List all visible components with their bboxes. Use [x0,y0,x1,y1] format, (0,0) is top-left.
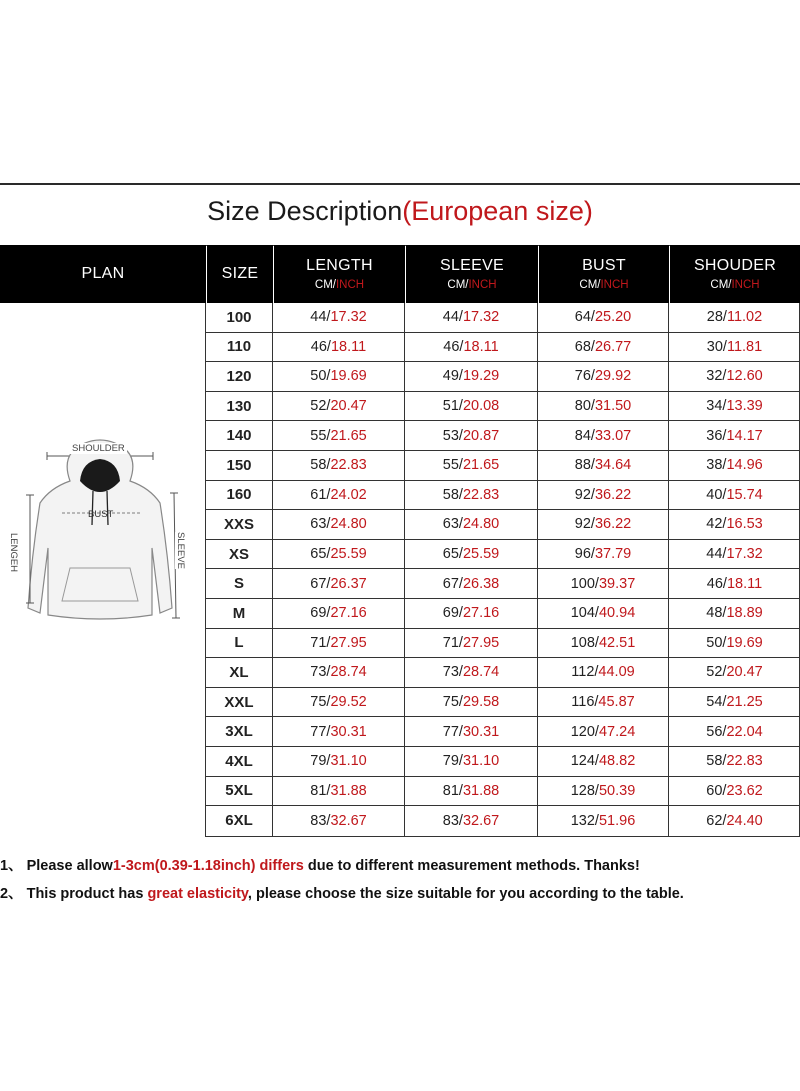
length-inch-value: 24.02 [330,486,367,503]
bust-cell [538,747,669,776]
diagram-sleeve-label: SLEEVE [174,532,186,569]
length-inch-value: 24.80 [330,516,367,533]
length-inch-value: 26.37 [330,575,367,592]
sleeve-cm-value: 53/ [442,427,463,444]
shoulder-inch-value: 22.83 [726,753,763,770]
length-cell [273,658,405,687]
shoulder-cm-value: 42/ [706,516,727,533]
shoulder-cell [669,362,800,391]
length-cm-value: 61/ [310,486,331,503]
diagram-bust-label: BUST [88,509,114,520]
length-cell [273,392,405,421]
length-cm-value: 44/ [310,309,331,326]
bust-inch-value: 44.09 [598,664,635,681]
shoulder-cm-value: 48/ [706,605,727,622]
sleeve-cell [405,333,538,362]
length-cm-value: 81/ [310,782,331,799]
size-cell: 140 [206,421,273,450]
length-inch-value: 18.11 [330,338,367,355]
shoulder-inch-value: 18.11 [726,575,763,592]
sleeve-inch-value: 30.31 [462,723,500,740]
header-bust-unit-cm: CM/ [579,279,601,291]
bust-inch-value: 36.22 [594,486,632,503]
bust-cm-value: 128/ [570,782,599,799]
header-sleeve [406,245,538,303]
table-row [206,747,800,777]
sleeve-cm-value: 46/ [443,338,464,355]
shoulder-cm-value: 36/ [706,427,727,444]
bust-inch-value: 50.39 [598,782,636,799]
note-1-prefix: 1、 Please allow [0,858,113,874]
length-cm-value: 73/ [310,664,331,681]
bust-cm-value: 92/ [574,486,595,503]
shoulder-inch-value: 24.40 [726,812,763,829]
header-plan-label: PLAN [81,265,125,282]
sleeve-inch-value: 27.95 [462,634,500,651]
length-inch-value: 32.67 [330,812,367,829]
size-cell: 6XL [206,806,273,836]
length-cell [273,510,405,539]
shoulder-cell [669,510,800,539]
size-cell: 130 [206,392,273,421]
bust-cm-value: 64/ [574,309,595,326]
shoulder-cm-value: 30/ [706,338,727,355]
table-row [206,777,800,807]
length-cm-value: 52/ [310,398,331,415]
length-inch-value: 21.65 [330,427,367,444]
bust-cm-value: 132/ [570,812,599,829]
size-cell: 120 [206,362,273,391]
sleeve-cell [405,688,538,717]
bust-cm-value: 68/ [574,338,595,355]
bust-cell [538,806,669,836]
length-inch-value: 17.32 [330,309,367,326]
table-row [206,421,800,451]
diagram-length-label: LENGEH [8,532,20,573]
table-row [206,333,800,363]
size-cell: L [206,629,273,658]
hoodie-diagram [0,303,206,837]
header-shoulder-unit-cm: CM/ [710,279,732,291]
bust-cell [538,540,669,569]
sleeve-cm-value: 58/ [442,486,463,503]
table-row [206,451,800,481]
sleeve-inch-value: 29.58 [462,694,500,711]
size-cell: S [206,569,273,598]
size-cell: 4XL [206,747,273,776]
shoulder-cell [669,569,800,598]
sleeve-inch-value: 19.29 [462,368,500,385]
shoulder-cell [669,451,800,480]
sleeve-inch-value: 24.80 [462,516,500,533]
shoulder-inch-value: 19.69 [726,634,763,651]
sleeve-cell [405,599,538,628]
sleeve-inch-value: 21.65 [462,457,500,474]
sleeve-inch-value: 25.59 [462,546,500,563]
bust-inch-value: 37.79 [594,546,632,563]
shoulder-cm-value: 32/ [706,368,727,385]
size-cell: XXS [206,510,273,539]
header-bust-label: BUST [582,257,626,274]
table-row [206,481,800,511]
size-cell: M [206,599,273,628]
shoulder-cm-value: 60/ [706,782,727,799]
bust-cell [538,777,669,806]
sleeve-inch-value: 22.83 [462,486,500,503]
size-cell: 150 [206,451,273,480]
bust-cm-value: 80/ [574,398,595,415]
note-1-highlight: 1-3cm(0.39-1.18inch) differs [112,858,304,874]
header-shoulder [670,245,800,303]
header-bust [539,245,669,303]
note-2-highlight: great elasticity [147,886,248,902]
length-cm-value: 58/ [310,457,331,474]
length-cell [273,569,405,598]
notes [0,852,800,908]
sleeve-inch-value: 28.74 [462,664,500,681]
bust-cm-value: 88/ [574,457,595,474]
bust-cell [538,510,669,539]
length-cm-value: 71/ [310,634,331,651]
shoulder-inch-value: 21.25 [726,694,763,711]
shoulder-inch-value: 16.53 [726,516,763,533]
shoulder-cell [669,540,800,569]
bust-cell [538,569,669,598]
length-inch-value: 27.16 [330,605,367,622]
shoulder-inch-value: 23.62 [726,782,763,799]
table-row [206,303,800,333]
length-cell [273,451,405,480]
top-divider [0,183,800,185]
sleeve-cm-value: 49/ [442,368,463,385]
shoulder-cell [669,629,800,658]
table-row [206,540,800,570]
bust-inch-value: 31.50 [594,398,632,415]
size-cell: XL [206,658,273,687]
length-cm-value: 46/ [310,338,331,355]
header-shoulder-unit-inch: INCH [731,279,760,291]
length-cm-value: 50/ [310,368,331,385]
length-cell [273,362,405,391]
table-row [206,629,800,659]
shoulder-inch-value: 22.04 [726,723,763,740]
shoulder-cm-value: 46/ [706,575,727,592]
bust-inch-value: 40.94 [598,605,636,622]
length-cell [273,421,405,450]
shoulder-cm-value: 62/ [706,812,727,829]
sleeve-inch-value: 17.32 [462,309,500,326]
length-cm-value: 77/ [310,723,331,740]
sleeve-cell [405,777,538,806]
bust-cell [538,658,669,687]
size-cell: 110 [206,333,273,362]
bust-cell [538,481,669,510]
sleeve-cm-value: 81/ [442,782,463,799]
shoulder-inch-value: 17.32 [726,546,763,563]
table-row [206,362,800,392]
note-2-suffix: , please choose the size suitable for you according to the table. [247,886,684,902]
bust-inch-value: 25.20 [594,309,632,326]
bust-inch-value: 42.51 [598,634,636,651]
length-cell [273,333,405,362]
bust-cm-value: 104/ [570,605,599,622]
sleeve-cm-value: 65/ [442,546,463,563]
length-cell [273,599,405,628]
length-cm-value: 79/ [310,753,331,770]
length-cell [273,629,405,658]
length-cell [273,303,405,332]
bust-cell [538,362,669,391]
shoulder-inch-value: 11.02 [726,309,763,326]
bust-cell [538,599,669,628]
sleeve-cell [405,658,538,687]
shoulder-cell [669,777,800,806]
note-1 [0,852,800,880]
shoulder-cell [669,688,800,717]
diagram-shoulder-label: SHOULDER [72,443,125,454]
sleeve-cm-value: 77/ [442,723,463,740]
table-row [206,392,800,422]
sleeve-cell [405,747,538,776]
bust-cell [538,421,669,450]
size-grid [206,303,800,836]
sleeve-inch-value: 27.16 [462,605,500,622]
length-cell [273,806,405,836]
shoulder-cm-value: 50/ [706,634,727,651]
length-cm-value: 63/ [310,516,331,533]
header-length-unit-inch: INCH [335,279,365,291]
shoulder-cm-value: 40/ [706,486,727,503]
length-cell [273,481,405,510]
sleeve-inch-value: 26.38 [462,575,500,592]
note-1-suffix: due to different measurement methods. Thanks! [303,858,640,874]
table-row [206,717,800,747]
shoulder-inch-value: 14.96 [726,457,763,474]
length-inch-value: 31.88 [330,782,367,799]
size-cell: 160 [206,481,273,510]
bust-cm-value: 84/ [574,427,595,444]
shoulder-cm-value: 28/ [706,309,727,326]
header-plan [0,245,206,303]
length-cm-value: 75/ [310,694,331,711]
table-row [206,688,800,718]
shoulder-cell [669,599,800,628]
sleeve-inch-value: 31.10 [462,753,500,770]
length-inch-value: 25.59 [330,546,367,563]
bust-cm-value: 124/ [570,753,599,770]
bust-inch-value: 47.24 [598,723,636,740]
bust-inch-value: 51.96 [598,812,636,829]
sleeve-cm-value: 75/ [442,694,463,711]
sleeve-cell [405,540,538,569]
plan-column [0,303,206,837]
sleeve-cm-value: 73/ [442,664,463,681]
note-2 [0,880,800,908]
sleeve-cell [405,481,538,510]
table-row [206,510,800,540]
length-cm-value: 65/ [310,546,331,563]
sleeve-cell [405,510,538,539]
sleeve-inch-value: 32.67 [462,812,500,829]
sleeve-cell [405,303,538,332]
sleeve-cm-value: 55/ [442,457,463,474]
shoulder-cell [669,333,800,362]
sleeve-cm-value: 71/ [442,634,463,651]
length-inch-value: 29.52 [330,694,367,711]
bust-cell [538,392,669,421]
sleeve-cell [405,362,538,391]
length-inch-value: 19.69 [330,368,367,385]
bust-cm-value: 96/ [574,546,595,563]
length-cm-value: 55/ [310,427,331,444]
bust-inch-value: 48.82 [598,753,636,770]
bust-cell [538,451,669,480]
sleeve-cm-value: 69/ [442,605,463,622]
header-size-label: SIZE [221,265,259,282]
shoulder-cm-value: 38/ [706,457,727,474]
bust-inch-value: 33.07 [594,427,632,444]
bust-cm-value: 100/ [570,575,599,592]
shoulder-cm-value: 52/ [706,664,727,681]
shoulder-cell [669,481,800,510]
size-cell: XS [206,540,273,569]
bust-inch-value: 34.64 [594,457,632,474]
note-2-prefix: 2、 This product has [0,886,148,902]
header-bust-unit-inch: INCH [600,279,629,291]
sleeve-cell [405,629,538,658]
length-inch-value: 20.47 [330,398,367,415]
sleeve-cell [405,717,538,746]
sleeve-cm-value: 79/ [442,753,463,770]
bust-inch-value: 26.77 [594,338,632,355]
sleeve-cell [405,569,538,598]
shoulder-inch-value: 13.39 [726,398,763,415]
length-cell [273,688,405,717]
shoulder-inch-value: 18.89 [726,605,763,622]
length-inch-value: 28.74 [330,664,367,681]
shoulder-cell [669,392,800,421]
shoulder-cm-value: 54/ [706,694,727,711]
table-row [206,569,800,599]
bust-inch-value: 36.22 [594,516,632,533]
shoulder-cm-value: 44/ [706,546,727,563]
bust-inch-value: 39.37 [598,575,636,592]
bust-cell [538,333,669,362]
header-length-unit-cm: CM/ [314,279,336,291]
length-cell [273,540,405,569]
title-main: Size Description [207,196,403,226]
table-row [206,599,800,629]
bust-cm-value: 76/ [574,368,595,385]
sleeve-inch-value: 18.11 [463,338,499,355]
header-sleeve-label: SLEEVE [439,257,505,274]
sleeve-cm-value: 63/ [442,516,463,533]
shoulder-cell [669,658,800,687]
size-cell: 3XL [206,717,273,746]
sleeve-inch-value: 20.87 [462,427,500,444]
header-sleeve-unit-inch: INCH [468,279,497,291]
header-shoulder-label: SHOUDER [693,257,777,274]
sleeve-cm-value: 51/ [442,398,463,415]
bust-cm-value: 108/ [570,634,599,651]
shoulder-inch-value: 20.47 [726,664,763,681]
bust-cm-value: 112/ [571,664,599,681]
sleeve-cm-value: 67/ [442,575,463,592]
length-inch-value: 22.83 [330,457,367,474]
sleeve-cell [405,392,538,421]
size-cell: 5XL [206,777,273,806]
header-length [274,245,405,303]
shoulder-cell [669,717,800,746]
length-cell [273,717,405,746]
shoulder-cell [669,747,800,776]
length-cell [273,777,405,806]
length-cm-value: 67/ [310,575,331,592]
length-cell [273,747,405,776]
size-cell: 100 [206,303,273,332]
shoulder-cell [669,421,800,450]
shoulder-inch-value: 11.81 [726,338,763,355]
shoulder-inch-value: 15.74 [726,486,763,503]
bust-inch-value: 45.87 [598,694,635,711]
bust-cell [538,688,669,717]
header-sleeve-unit-cm: CM/ [447,279,469,291]
sleeve-inch-value: 20.08 [462,398,500,415]
shoulder-cm-value: 56/ [706,723,727,740]
shoulder-cell [669,303,800,332]
length-inch-value: 30.31 [330,723,367,740]
sleeve-cm-value: 44/ [442,309,463,326]
length-cm-value: 69/ [310,605,331,622]
table-row [206,806,800,836]
shoulder-cell [669,806,800,836]
bust-cm-value: 120/ [570,723,599,740]
length-inch-value: 31.10 [330,753,367,770]
shoulder-inch-value: 12.60 [726,368,763,385]
bust-cm-value: 92/ [574,516,595,533]
sleeve-cell [405,806,538,836]
size-cell: XXL [206,688,273,717]
bust-cell [538,303,669,332]
header-size [207,245,273,303]
length-inch-value: 27.95 [330,634,367,651]
bust-inch-value: 29.92 [594,368,632,385]
sleeve-cell [405,421,538,450]
bust-cm-value: 116/ [571,694,599,711]
length-cm-value: 83/ [310,812,331,829]
shoulder-inch-value: 14.17 [726,427,763,444]
sleeve-cm-value: 83/ [442,812,463,829]
bust-cell [538,717,669,746]
header-length-label: LENGTH [306,257,373,274]
table-row [206,658,800,688]
bust-cell [538,629,669,658]
page-title [0,196,800,227]
shoulder-cm-value: 34/ [706,398,727,415]
title-highlight: (European size) [402,196,593,226]
sleeve-inch-value: 31.88 [462,782,500,799]
sleeve-cell [405,451,538,480]
shoulder-cm-value: 58/ [706,753,727,770]
